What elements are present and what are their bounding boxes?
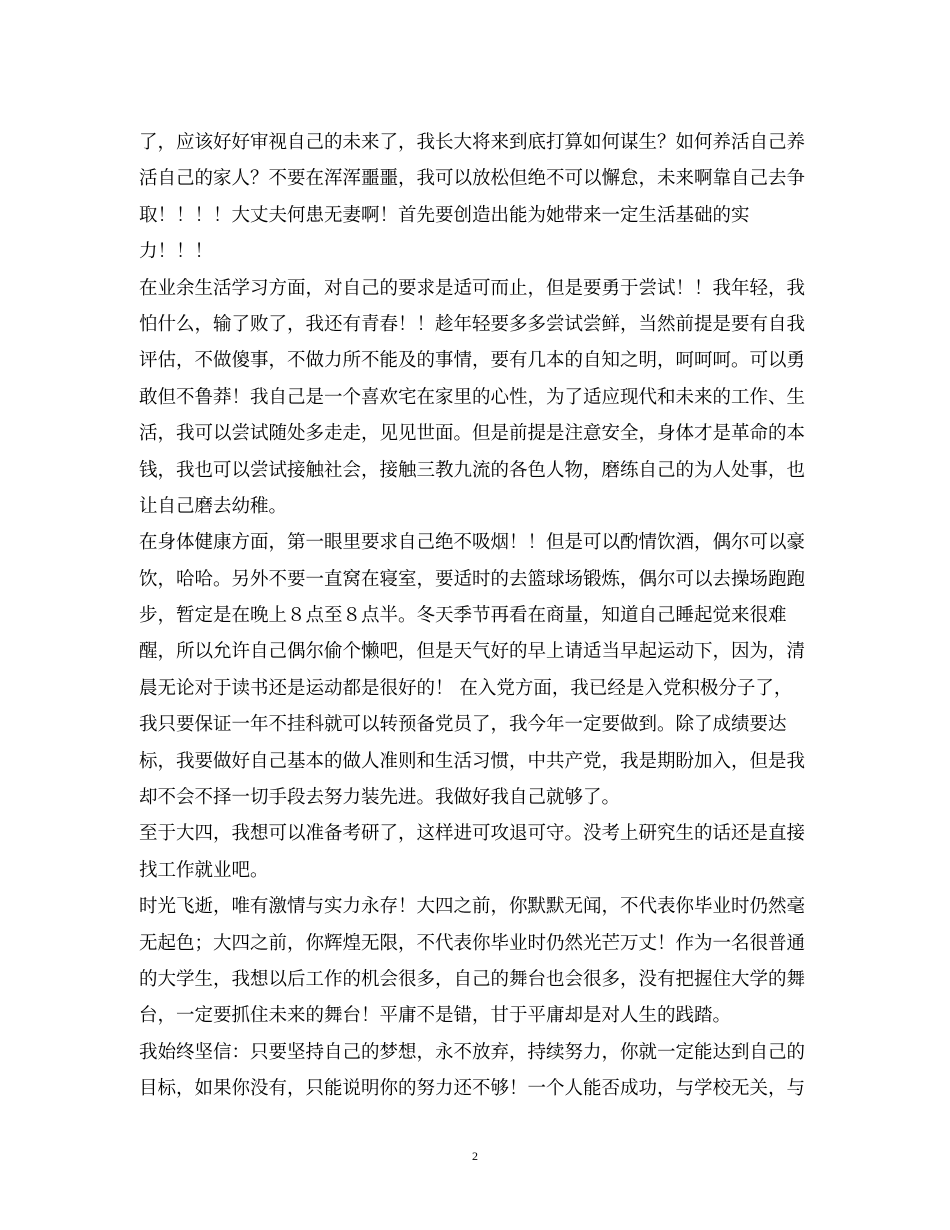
text-line: 至于大四，我想可以准备考研了，这样进可攻退可守。没考上研究生的话还是直接: [139, 823, 806, 845]
text-line: 无起色；大四之前，你辉煌无限，不代表你毕业时仍然光芒万丈！作为一名很普通: [139, 932, 806, 954]
text-line: 步，暂定是在晚上８点至８点半。冬天季节再看在商量，知道自己睡起觉来很难: [139, 605, 787, 627]
text-line: 活，我可以尝试随处多走走，见见世面。但是前提是注意安全，身体才是革命的本: [139, 423, 806, 445]
text-line: 时光飞逝，唯有激情与实力永存！大四之前，你默默无闻，不代表你毕业时仍然毫: [139, 896, 806, 918]
text-line: 力！！！: [139, 241, 214, 263]
text-line: 台，一定要抓住未来的舞台！平庸不是错，甘于平庸却是对人生的践踏。: [139, 1005, 732, 1027]
text-line: 标，我要做好自己基本的做人准则和生活习惯，中共产党，我是期盼加入，但是我: [139, 750, 806, 772]
text-line: 怕什么，输了败了，我还有青春！！趁年轻要多多尝试尝鲜，当然前提是要有自我: [139, 313, 806, 335]
text-line: 取！！！！大丈夫何患无妻啊！首先要创造出能为她带来一定生活基础的实: [139, 204, 750, 226]
text-line: 饮，哈哈。另外不要一直窝在寝室，要适时的去篮球场锻炼，偶尔可以去操场跑跑: [139, 568, 806, 590]
text-line: 在业余生活学习方面，对自己的要求是适可而止，但是要勇于尝试！！我年轻，我: [139, 277, 806, 299]
text-line: 晨无论对于读书还是运动都是很好的！ 在入党方面，我已经是入党积极分子了，: [139, 677, 793, 699]
text-line: 了，应该好好审视自己的未来了，我长大将来到底打算如何谋生？如何养活自己养: [139, 132, 806, 153]
text-line: 敢但不鲁莽！我自己是一个喜欢宅在家里的心性，为了适应现代和未来的工作、生: [139, 386, 806, 408]
text-line: 在身体健康方面，第一眼里要求自己绝不吸烟！！但是可以酌情饮酒，偶尔可以豪: [139, 532, 806, 554]
text-line: 钱，我也可以尝试接触社会，接触三教九流的各色人物，磨练自己的为人处事，也: [139, 459, 806, 481]
text-line: 让自己磨去幼稚。: [139, 495, 288, 517]
text-line: 的大学生，我想以后工作的机会很多，自己的舞台也会很多，没有把握住大学的舞: [139, 968, 806, 990]
text-line: 我始终坚信：只要坚持自己的梦想，永不放弃，持续努力，你就一定能达到自己的: [139, 1041, 806, 1063]
text-line: 目标，如果你没有，只能说明你的努力还不够！一个人能否成功，与学校无关，与: [139, 1078, 806, 1100]
body-text: [139, 125, 814, 1108]
text-line: 醒，所以允许自己偶尔偷个懒吧，但是天气好的早上请适当早起运动下，因为，清: [139, 641, 806, 663]
text-line: 我只要保证一年不挂科就可以转预备党员了，我今年一定要做到。除了成绩要达: [139, 714, 787, 736]
page-number: 2: [472, 1149, 478, 1163]
text-line: 找工作就业吧。: [139, 859, 269, 881]
text-line: 评估，不做傻事，不做力所不能及的事情，要有几本的自知之明，呵呵呵。可以勇: [139, 350, 806, 372]
text-line: 活自己的家人？不要在浑浑噩噩，我可以放松但绝不可以懈怠，未来啊靠自己去争: [139, 168, 806, 190]
text-line: 却不会不择一切手段去努力装先进。我做好我自己就够了。: [139, 787, 621, 809]
